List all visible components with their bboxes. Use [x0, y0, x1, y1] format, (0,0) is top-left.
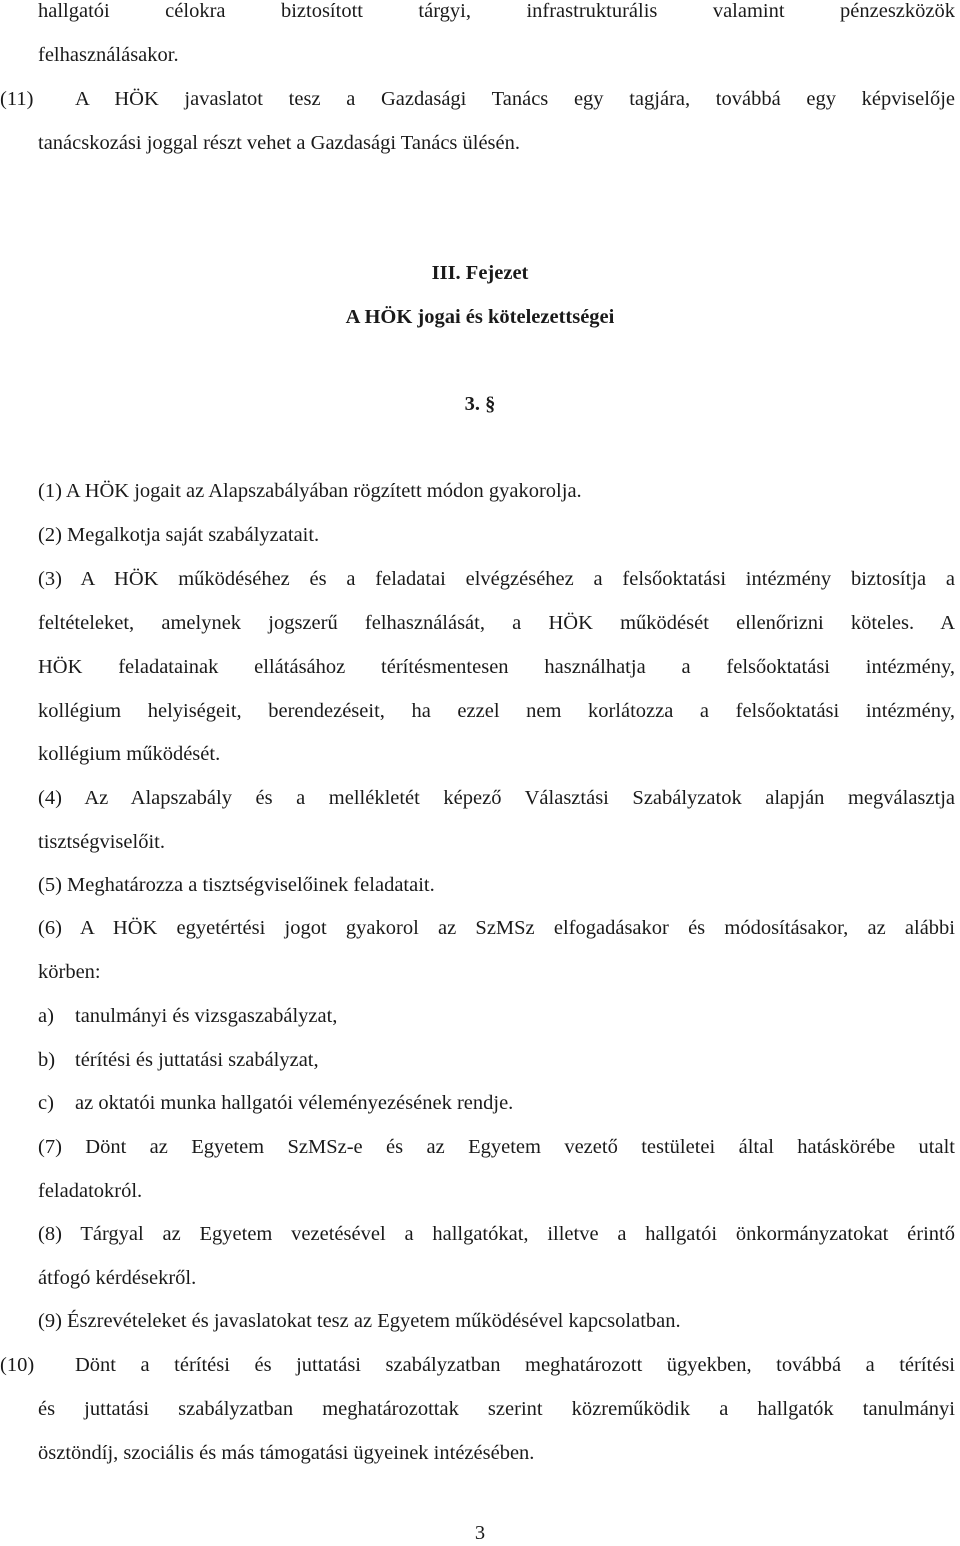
- list-item-text: az oktatói munka hallgatói véleményezésének rendje.: [75, 1092, 514, 1114]
- paragraph-6-line: körben:: [38, 961, 101, 983]
- paragraph-4-line: (4) Az Alapszabály és a mellékletét képező Választási Szabályzatok alapján megválasztja: [38, 787, 955, 809]
- list-marker: b): [38, 1049, 56, 1071]
- paragraph-text-line: hallgatói célokra biztosított tárgyi, infrastrukturális valamint pénzeszközök: [38, 0, 955, 22]
- paragraph-4-line: tisztségviselőit.: [38, 831, 165, 853]
- paragraph-8-line: átfogó kérdésekről.: [38, 1267, 197, 1289]
- list-item: [38, 1090, 955, 1116]
- paragraph-10-line: [0, 1352, 955, 1378]
- paragraph-8-line: (8) Tárgyal az Egyetem vezetésével a hallgatókat, illetve a hallgatói önkormányzatokat érintő: [38, 1223, 955, 1245]
- paragraph-text: Dönt a térítési és juttatási szabályzatban meghatározott ügyekben, továbbá a térítési: [75, 1354, 955, 1376]
- section-heading: 3. §: [464, 393, 496, 415]
- paragraph-7-line: feladatokról.: [38, 1180, 143, 1202]
- paragraph-text-line: felhasználásakor.: [38, 44, 179, 66]
- paragraph-9: (9) Észrevételeket és javaslatokat tesz az Egyetem működésével kapcsolatban.: [38, 1310, 681, 1332]
- paragraph-2: (2) Megalkotja saját szabályzatait.: [38, 524, 320, 546]
- paragraph-3-line: feltételeket, amelynek jogszerű felhasználását, a HÖK működését ellenőrizni köteles. A: [38, 612, 955, 634]
- paragraph-text-line: tanácskozási joggal részt vehet a Gazdasági Tanács ülésén.: [38, 132, 521, 154]
- chapter-title: A HÖK jogai és kötelezettségei: [345, 306, 615, 328]
- list-item-text: tanulmányi és vizsgaszabályzat,: [75, 1005, 338, 1027]
- list-item: [38, 1003, 955, 1029]
- paragraph-6-line: (6) A HÖK egyetértési jogot gyakorol az SzMSz elfogadásakor és módosításakor, az alábbi: [38, 917, 955, 939]
- list-item: [38, 1047, 955, 1073]
- paragraph-number: (10): [0, 1354, 35, 1376]
- paragraph-text: A HÖK javaslatot tesz a Gazdasági Tanács egy tagjára, továbbá egy képviselője: [75, 88, 955, 110]
- paragraph-10-line: ösztöndíj, szociális és más támogatási ügyeinek intézésében.: [38, 1442, 535, 1464]
- list-marker: c): [38, 1092, 54, 1114]
- chapter-number: III. Fejezet: [431, 262, 529, 284]
- paragraph-3-line: HÖK feladatainak ellátásához térítésmentesen használhatja a felsőoktatási intézmény,: [38, 656, 955, 678]
- paragraph-1: (1) A HÖK jogait az Alapszabályában rögzített módon gyakorolja.: [38, 480, 582, 502]
- paragraph-5: (5) Meghatározza a tisztségviselőinek feladatait.: [38, 874, 435, 896]
- paragraph-7-line: (7) Dönt az Egyetem SzMSz-e és az Egyetem vezető testületei által hatáskörébe utalt: [38, 1136, 955, 1158]
- paragraph-3-line: kollégium működését.: [38, 743, 221, 765]
- paragraph-3-line: kollégium helyiségeit, berendezéseit, ha ezzel nem korlátozza a felsőoktatási intézmény,: [38, 700, 955, 722]
- page-number: 3: [474, 1522, 486, 1544]
- paragraph-number: (11): [0, 88, 34, 110]
- paragraph-10-line: és juttatási szabályzatban meghatározottak szerint közreműködik a hallgatók tanulmányi: [38, 1398, 955, 1420]
- list-item-text: térítési és juttatási szabályzat,: [75, 1049, 319, 1071]
- paragraph-11-line: [0, 86, 955, 112]
- paragraph-3-line: (3) A HÖK működéséhez és a feladatai elvégzéséhez a felsőoktatási intézmény biztosítja a: [38, 568, 955, 590]
- list-marker: a): [38, 1005, 54, 1027]
